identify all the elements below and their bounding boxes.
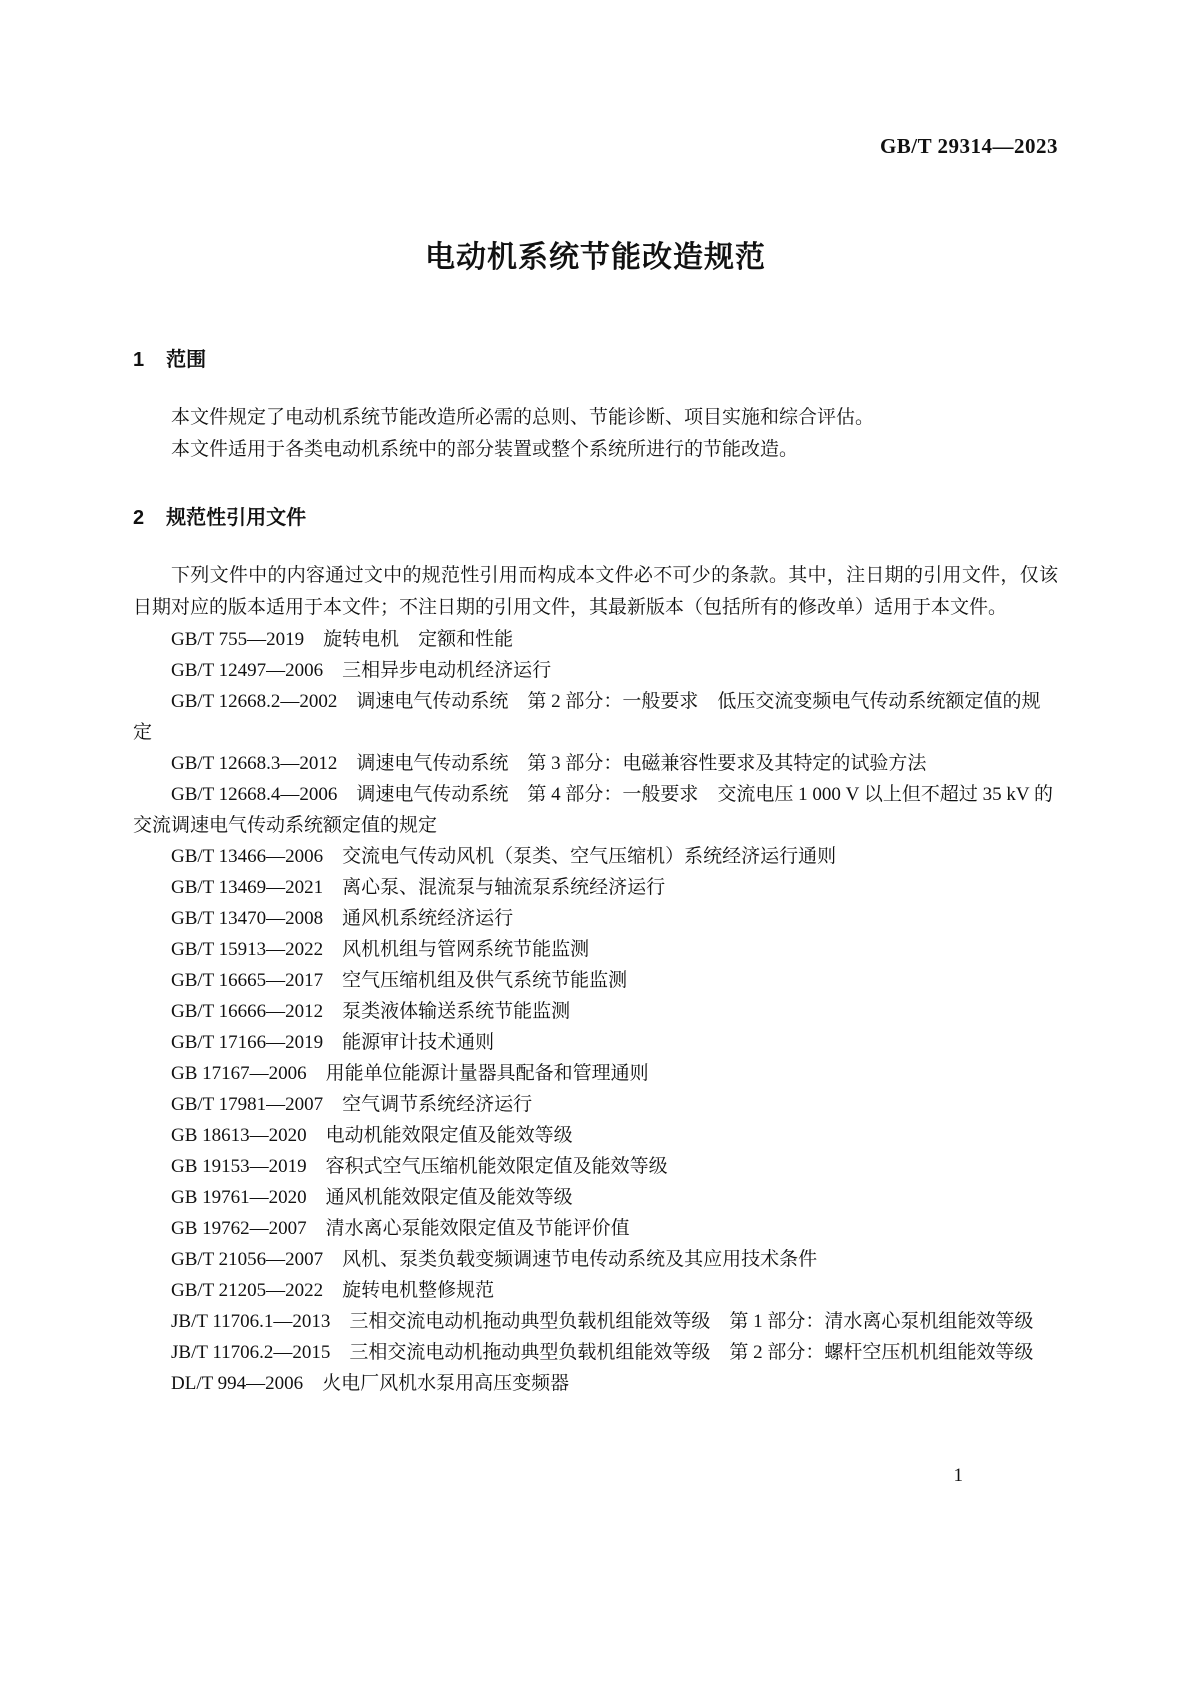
reference-item: JB/T 11706.2—2015 三相交流电动机拖动典型负载机组能效等级 第 2 部分：螺杆空压机机组能效等级: [171, 1342, 1034, 1364]
section-number: 2: [133, 507, 145, 530]
reference-item: GB/T 21205—2022 旋转电机整修规范: [171, 1280, 495, 1302]
reference-item: GB/T 13470—2008 通风机系统经济运行: [171, 908, 514, 930]
reference-item: GB/T 17166—2019 能源审计技术通则: [171, 1032, 495, 1054]
document-title: 电动机系统节能改造规范: [425, 241, 766, 275]
standard-number: GB/T 29314—2023: [879, 134, 1058, 158]
reference-item: GB/T 12668.3—2012 调速电气传动系统 第 3 部分：电磁兼容性要求及其特定的试验方法: [171, 753, 927, 775]
reference-item: GB 19762—2007 清水离心泵能效限定值及节能评价值: [171, 1218, 630, 1240]
reference-item: GB 19761—2020 通风机能效限定值及能效等级: [171, 1187, 573, 1209]
reference-item: GB/T 21056—2007 风机、泵类负载变频调速节电传动系统及其应用技术条件: [171, 1249, 818, 1271]
section-normative-references: [133, 506, 1058, 1399]
page-number: 1: [953, 1465, 963, 1486]
section-number: 1: [133, 349, 145, 372]
paragraph: 本文件规定了电动机系统节能改造所必需的总则、节能诊断、项目实施和综合评估。: [171, 407, 875, 429]
reference-item: GB/T 755—2019 旋转电机 定额和性能: [171, 629, 514, 651]
references-intro: [133, 560, 1058, 624]
references-list: [133, 624, 1058, 1399]
paragraph: 本文件适用于各类电动机系统中的部分装置或整个系统所进行的节能改造。: [171, 439, 799, 461]
reference-item: GB/T 12497—2006 三相异步电动机经济运行: [171, 660, 552, 682]
section-scope: [133, 348, 1058, 466]
reference-item: GB/T 12668.2—2002 调速电气传动系统 第 2 部分：一般要求 低压交流变频电气传动系统额定值的规定: [133, 691, 1041, 744]
section-heading-references: [133, 506, 1058, 530]
section-title: 规范性引用文件: [166, 507, 307, 530]
reference-item: GB/T 13466—2006 交流电气传动风机（泵类、空气压缩机）系统经济运行通则: [171, 846, 837, 868]
reference-item: GB/T 15913—2022 风机机组与管网系统节能监测: [171, 939, 590, 961]
reference-item: GB 18613—2020 电动机能效限定值及能效等级: [171, 1125, 573, 1147]
reference-item: GB/T 16666—2012 泵类液体输送系统节能监测: [171, 1001, 571, 1023]
reference-item: GB/T 17981—2007 空气调节系统经济运行: [171, 1094, 533, 1116]
reference-item: JB/T 11706.1—2013 三相交流电动机拖动典型负载机组能效等级 第 1 部分：清水离心泵机组能效等级: [171, 1311, 1034, 1333]
reference-item: GB 17167—2006 用能单位能源计量器具配备和管理通则: [171, 1063, 649, 1085]
paragraph: 下列文件中的内容通过文中的规范性引用而构成本文件必不可少的条款。其中，注日期的引用文件，仅该日期对应的版本适用于本文件；不注日期的引用文件，其最新版本（包括所有的修改单）适用于本文件。: [133, 565, 1058, 619]
scope-body: [133, 402, 1058, 466]
reference-item: GB 19153—2019 容积式空气压缩机能效限定值及能效等级: [171, 1156, 668, 1178]
reference-item: DL/T 994—2006 火电厂风机水泵用高压变频器: [171, 1373, 570, 1395]
reference-item: GB/T 12668.4—2006 调速电气传动系统 第 4 部分：一般要求 交流电压 1 000 V 以上但不超过 35 kV 的交流调速电气传动系统额定值的规定: [133, 784, 1053, 837]
reference-item: GB/T 13469—2021 离心泵、混流泵与轴流泵系统经济运行: [171, 877, 666, 899]
reference-item: GB/T 16665—2017 空气压缩机组及供气系统节能监测: [171, 970, 628, 992]
section-title: 范围: [166, 349, 207, 372]
section-heading-scope: [133, 348, 1058, 372]
